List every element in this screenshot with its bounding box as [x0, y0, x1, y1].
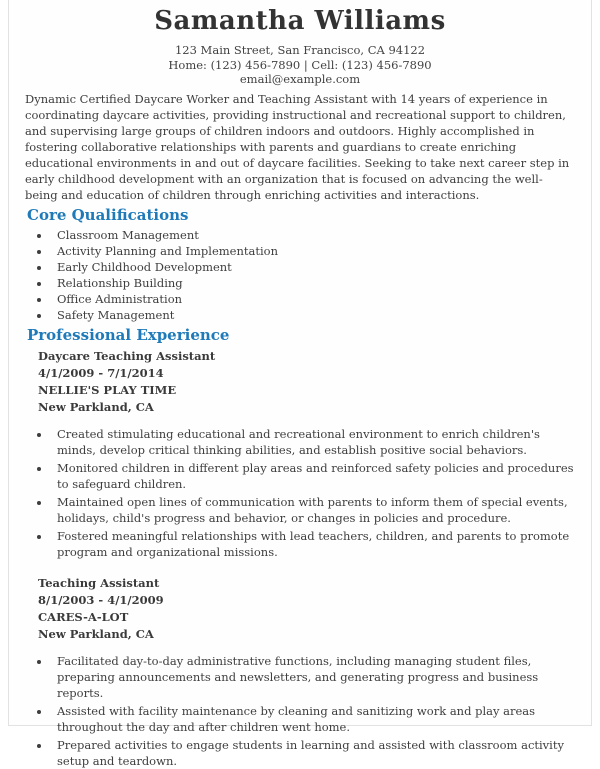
job-bullet-list: [25, 653, 575, 769]
contact-block: [25, 43, 575, 87]
job-title: Teaching Assistant: [38, 575, 160, 590]
job-bullet-item: • Fostered meaningful relationships with lead teachers, children, and parents to promote program and organizational missions.: [51, 528, 575, 560]
person-name: Samantha Williams: [154, 6, 446, 36]
section-heading-professional-experience: Professional Experience: [27, 325, 230, 344]
job-bullet-item: • Prepared activities to engage students in learning and assisted with classroom activity setup and teardown.: [51, 737, 575, 769]
job-bullet-item: • Maintained open lines of communication with parents to inform them of special events, holidays, child's progress and behavior, or changes in policies and procedure.: [51, 494, 575, 526]
core-qualifications-list: [25, 227, 575, 323]
job-header: [38, 575, 575, 643]
job-entry: [25, 575, 575, 769]
qualification-item: • Safety Management: [51, 307, 575, 323]
job-location: New Parkland, CA: [38, 626, 154, 641]
job-location: New Parkland, CA: [38, 399, 154, 414]
section-heading-core-qualifications: Core Qualifications: [27, 205, 189, 224]
job-dates: 8/1/2003 - 4/1/2009: [38, 592, 164, 607]
email-line: email@example.com: [239, 72, 361, 87]
address-line: 123 Main Street, San Francisco, CA 94122: [174, 43, 426, 57]
phone-line: Home: (123) 456-7890 | Cell: (123) 456-7890: [168, 57, 432, 72]
job-title: Daycare Teaching Assistant: [38, 348, 216, 363]
qualification-item: • Early Childhood Development: [51, 259, 575, 275]
job-header: [38, 348, 575, 416]
qualification-item: • Office Administration: [51, 291, 575, 307]
job-bullets: [25, 426, 575, 560]
job-bullet-item: • Assisted with facility maintenance by cleaning and sanitizing work and play areas throughout the day and after children went home.: [51, 703, 575, 735]
qualification-item: • Relationship Building: [51, 275, 575, 291]
job-entry: [25, 348, 575, 560]
qualification-item: • Classroom Management: [51, 227, 575, 243]
job-bullets: [25, 653, 575, 769]
job-bullet-item: • Monitored children in different play areas and reinforced safety policies and procedures to safeguard children.: [51, 460, 575, 492]
summary-paragraph: Dynamic Certified Daycare Worker and Teaching Assistant with 14 years of experience in coordinating daycare activities, providing instructional and recreational support to children, and supervising large groups of children indoors and outdoors. Highly accomplished in fostering collaborative relationships with parents and guardians to create enriching educational environments in and out of daycare facilities. Seeking to take next career step in early childhood development with an organization that is focused on advancing the well-being and education of children through enriching activities and interactions.: [25, 91, 570, 202]
job-dates: 4/1/2009 - 7/1/2014: [38, 365, 164, 380]
job-company: NELLIE'S PLAY TIME: [38, 382, 177, 397]
resume-page: [8, 0, 592, 768]
job-bullet-list: [25, 426, 575, 560]
job-bullet-item: • Created stimulating educational and recreational environment to enrich children's minds, develop critical thinking abilities, and establish positive social behaviors.: [51, 426, 575, 458]
qualification-item: • Activity Planning and Implementation: [51, 243, 575, 259]
job-bullet-item: • Facilitated day-to-day administrative functions, including managing student files, preparing announcements and newsletters, and generating progress and business reports.: [51, 653, 575, 701]
job-company: CARES-A-LOT: [38, 609, 129, 624]
